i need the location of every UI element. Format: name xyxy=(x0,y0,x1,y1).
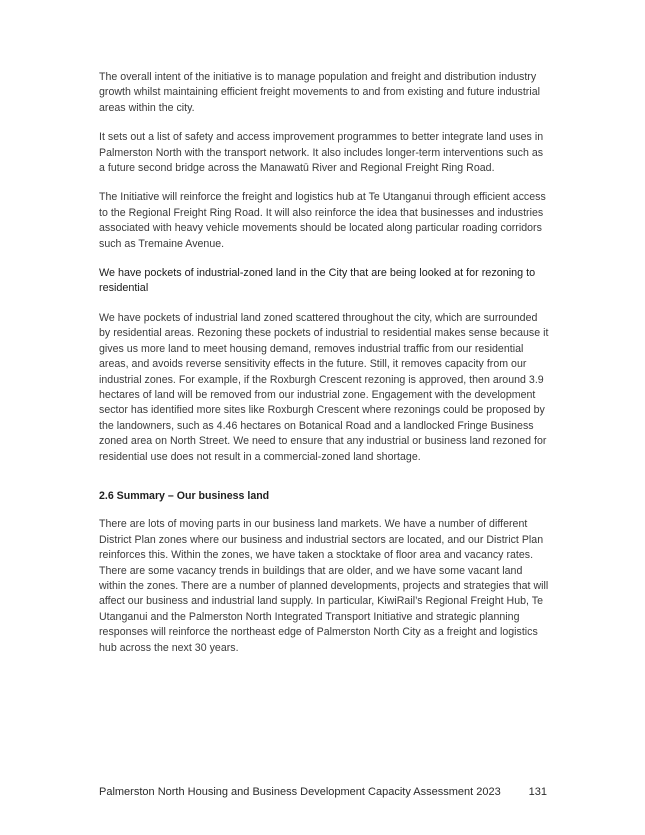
paragraph-summary: There are lots of moving parts in our business land markets. We have a number of different District Plan zones where our business and industrial sectors are located, and our District Plan reinforces this. Within the zones, we have taken a stocktake of floor area and vacancy rates. There are some vacancy trends in buildings that are older, and we have some vacant land within the zones. There are a number of planned developments, projects and strategies that will affect our business and industrial land supply. In particular, KiwiRail’s Regional Freight Hub, Te Utanganui and the Palmerston North Integrated Transport Initiative and strategic planning responses will reinforce the northeast edge of Palmerston North City as a freight and logistics hub across the next 30 years. xyxy=(99,518,549,654)
footer-title: Palmerston North Housing and Business Development Capacity Assessment 2023 xyxy=(99,786,501,798)
document-page xyxy=(99,70,549,670)
page-footer xyxy=(99,785,547,799)
paragraph-rezoning: We have pockets of industrial land zoned scattered throughout the city, which are surrounded by residential areas. Rezoning these pockets of industrial to residential makes sense because it gives us more land to meet housing demand, removes industrial traffic from our residential areas, and avoids reverse sensitivity effects in the future. Still, it removes capacity from our industrial zones. For example, if the Roxburgh Crescent rezoning is approved, then around 3.9 hectares of land will be removed from our industrial zone. Engagement with the development sector has identified more sites like Roxburgh Crescent where rezonings could be proposed by the landowners, such as 4.46 hectares on Botanical Road and a landlocked Fringe Business zoned area on North Street. We need to ensure that any industrial or business land rezoned for residential use does not result in a commercial-zoned land shortage. xyxy=(99,311,549,463)
section-title: 2.6 Summary – Our business land xyxy=(99,489,270,502)
subheading-industrial-rezoning: We have pockets of industrial-zoned land in the City that are being looked at for rezoning to residential xyxy=(99,267,536,295)
paragraph-freight-hub: The Initiative will reinforce the freight and logistics hub at Te Utanganui through efficient access to the Regional Freight Ring Road. It will also reinforce the idea that businesses and industries associated with heavy vehicle movements should be located along particular roading corridors such as Tremaine Avenue. xyxy=(99,191,546,250)
paragraph-intent: The overall intent of the initiative is to manage population and freight and distribution industry growth whilst maintaining efficient freight movements to and from existing and future industrial areas within the city. xyxy=(99,71,540,114)
page-number: 131 xyxy=(528,786,547,798)
paragraph-safety-programmes: It sets out a list of safety and access improvement programmes to better integrate land uses in Palmerston North with the transport network. It also includes longer-term interventions such as a future second bridge across the Manawatū River and Regional Freight Ring Road. xyxy=(99,131,544,175)
